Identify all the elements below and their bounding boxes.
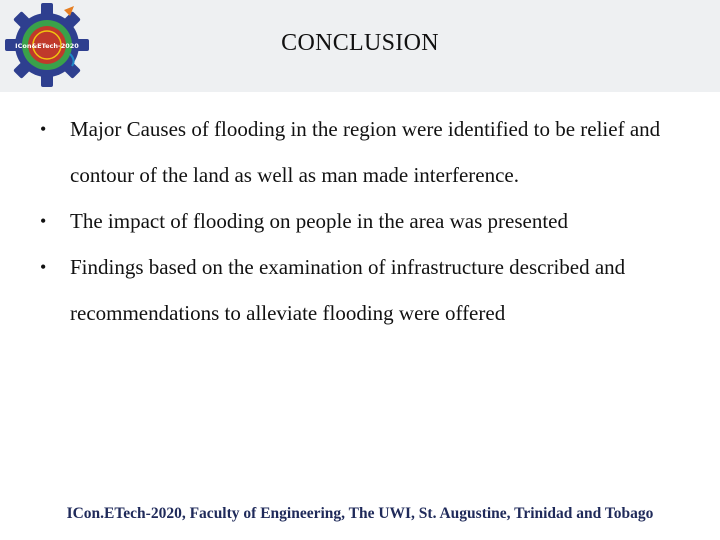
bullet-item <box>40 198 700 244</box>
bullet-text: The impact of flooding on people in the area was presented <box>70 209 568 233</box>
bullet-text: Major Causes of flooding in the region were identified to be relief and contour of the land as well as man made interference. <box>70 117 661 187</box>
bullet-item <box>40 244 700 336</box>
logo-text: ICon&ETech-2020 <box>15 42 79 50</box>
bullet-text: Findings based on the examination of infrastructure described and recommendations to alleviate flooding were offered <box>70 255 626 325</box>
bullet-item <box>40 106 700 198</box>
bullet-dot-icon: • <box>40 211 47 231</box>
bullet-list <box>40 106 700 336</box>
bullet-dot-icon: • <box>40 119 47 139</box>
slide-title <box>0 30 720 57</box>
slide-footer: ICon.ETech-2020, Faculty of Engineering, The UWI, St. Augustine, Trinidad and Tobago <box>66 505 654 522</box>
slide-title-text: CONCLUSION <box>281 30 439 56</box>
bullet-dot-icon: • <box>40 257 47 277</box>
